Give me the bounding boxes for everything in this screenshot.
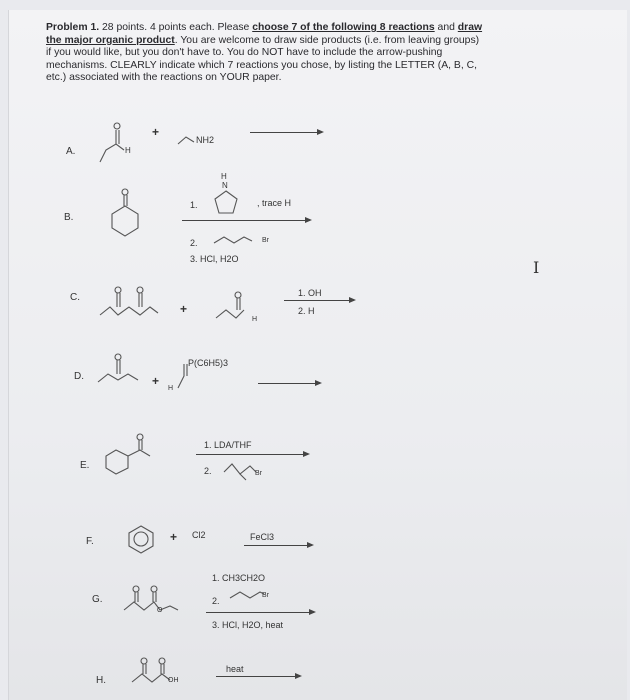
reaction-f-arrow bbox=[244, 545, 312, 546]
reaction-e-letter: E. bbox=[80, 460, 90, 471]
major-product-instruction: the major organic product bbox=[46, 34, 175, 46]
reaction-a-amine-label: NH2 bbox=[196, 135, 215, 145]
reaction-e-acetophenone bbox=[104, 432, 158, 474]
reaction-b-cyclohexanone bbox=[108, 186, 144, 242]
reaction-d-letter: D. bbox=[74, 371, 84, 382]
reaction-d-ketone bbox=[96, 352, 142, 388]
reaction-a-arrow bbox=[250, 132, 322, 133]
reaction-f-catalyst: FeCl3 bbox=[250, 532, 275, 542]
reaction-a-aldehyde bbox=[96, 120, 146, 165]
reaction-c-arrow bbox=[284, 300, 354, 301]
reaction-h-arrow bbox=[216, 676, 300, 677]
reaction-b-letter: B. bbox=[64, 212, 74, 223]
reaction-g-ketoester bbox=[120, 584, 186, 616]
problem-title: Problem 1. bbox=[46, 22, 100, 33]
reaction-e-arrow bbox=[196, 454, 308, 455]
reaction-g-letter: G. bbox=[92, 594, 103, 605]
reaction-c-aldehyde bbox=[214, 290, 254, 322]
reaction-c-letter: C. bbox=[70, 292, 80, 303]
problem-instructions: Problem 1. 28 points. 4 points each. Please choose 7 of the following 8 reactions and draw the major organic product. You are welcome to draw side products (i.e. from leaving groups) if you would like, but you don't have to. You do NOT have to include the arrow-pushing mechanisms. CLEARLY indicate which 7 reactions you chose, by listing the LETTER (A, B, C, etc.) associated with the reactions on YOUR paper. bbox=[46, 22, 483, 84]
plus-sign: + bbox=[152, 125, 160, 139]
reaction-a-letter: A. bbox=[66, 146, 76, 157]
reaction-g-arrow bbox=[206, 612, 314, 613]
reaction-f-letter: F. bbox=[86, 536, 94, 547]
reaction-h-letter: H. bbox=[96, 675, 106, 686]
reaction-b-allyl-bromide bbox=[212, 233, 260, 247]
reaction-f-reagent: Cl2 bbox=[192, 530, 206, 540]
reaction-d-arrow bbox=[258, 383, 320, 384]
reaction-b-arrow bbox=[182, 220, 310, 221]
svg-text:H: H bbox=[221, 172, 227, 181]
text-cursor-icon: I bbox=[533, 258, 540, 277]
reaction-f-benzene bbox=[126, 524, 158, 554]
svg-text:N: N bbox=[222, 181, 228, 190]
reaction-c-diketone bbox=[98, 285, 164, 321]
reaction-b-pyrrolidine bbox=[212, 170, 246, 216]
svg-text:H: H bbox=[125, 146, 131, 155]
choose-instruction: choose 7 of the following 8 reactions bbox=[252, 22, 435, 33]
